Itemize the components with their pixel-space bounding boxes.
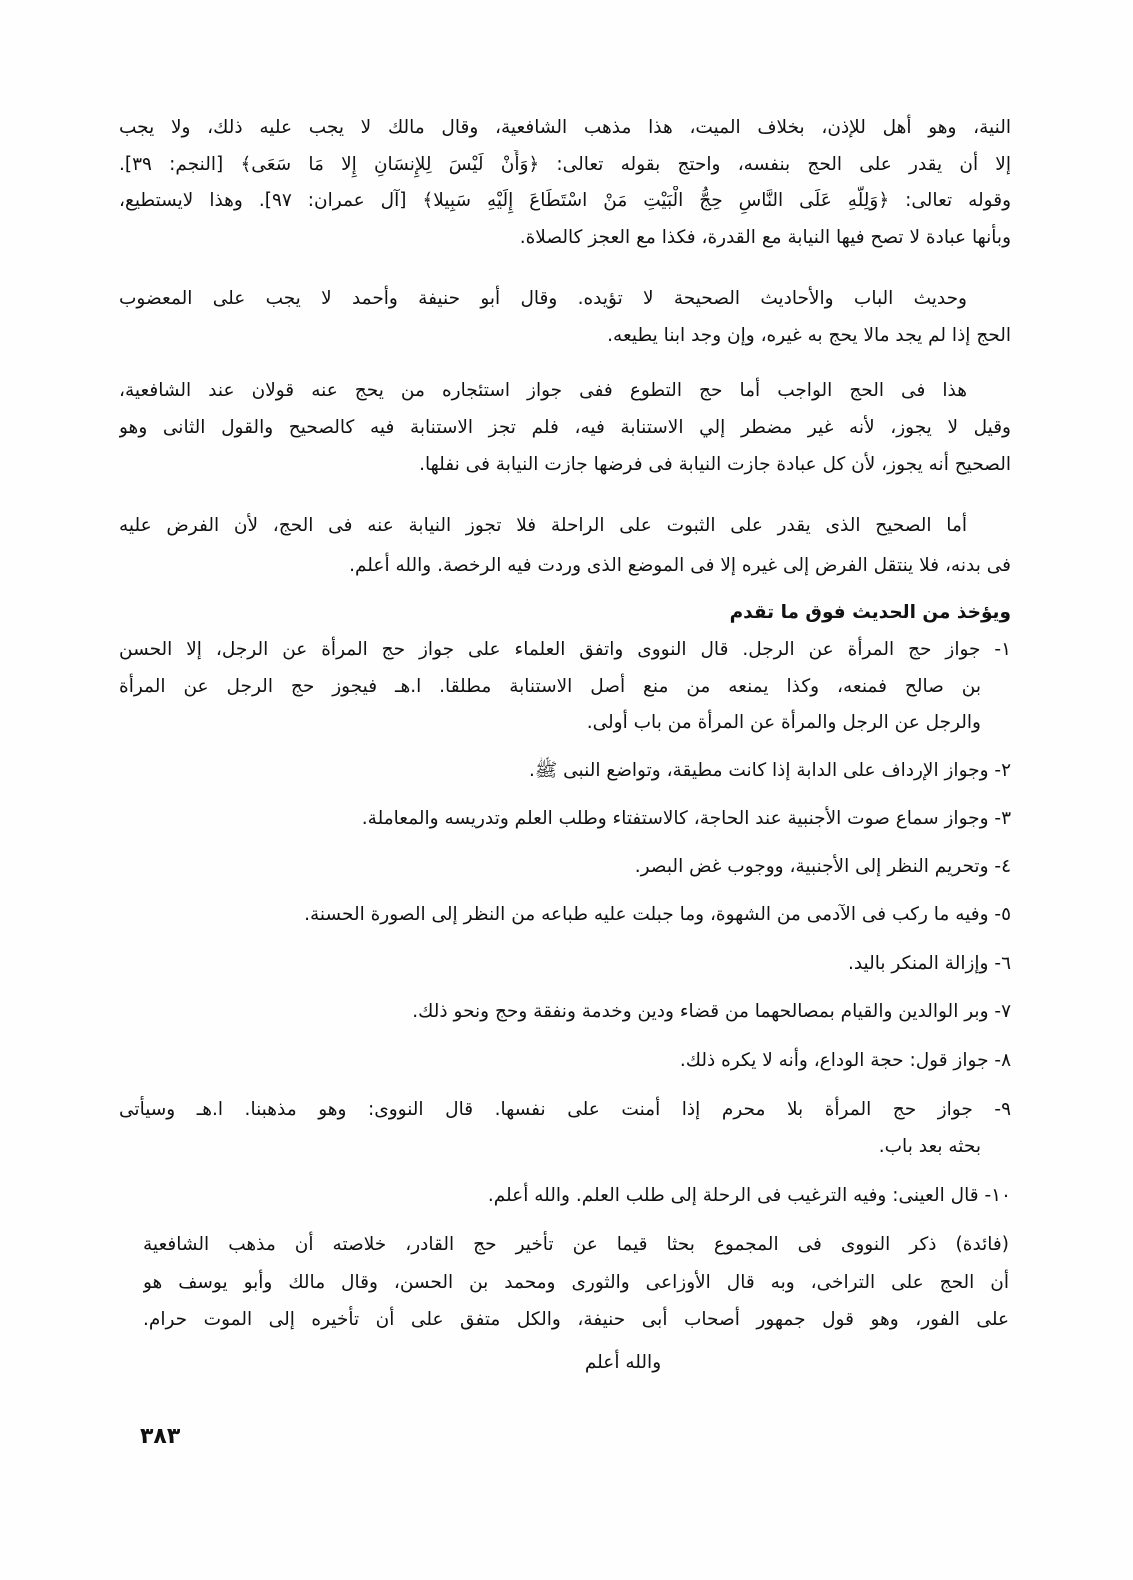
text-line: إلا أن يقدر على الحج بنفسه، واحتج بقوله تعالى: ﴿وَأَنْ لَيْسَ لِلإِنسَانِ إِلا مَا سَعَى﴾ [النجم: ٣٩]. xyxy=(119,154,1011,175)
list-item: ٨- جواز قول: حجة الوداع، وأنه لا يكره ذلك. xyxy=(679,1050,1011,1071)
list-item-cont: بحثه بعد باب. xyxy=(878,1136,981,1157)
text-line: فى بدنه، فلا ينتقل الفرض إلى غيره إلا فى الموضع الذى وردت فيه الرخصة. والله أعلم. xyxy=(349,555,1011,576)
list-item-cont: والرجل عن الرجل والمرأة عن المرأة من باب أولى. xyxy=(586,712,981,733)
list-item: ٢- وجواز الإرداف على الدابة إذا كانت مطيقة، وتواضع النبى ﷺ. xyxy=(529,760,1011,781)
list-item: ٦- وإزالة المنكر باليد. xyxy=(847,953,1011,974)
list-item: ٤- وتحريم النظر إلى الأجنبية، ووجوب غض البصر. xyxy=(634,856,1011,877)
list-item: ٥- وفيه ما ركب فى الآدمى من الشهوة، وما جبلت عليه طباعه من النظر إلى الصورة الحسنة. xyxy=(304,904,1011,925)
page-number: ٣٨٣ xyxy=(140,1424,181,1449)
list-item: ١٠- قال العينى: وفيه الترغيب فى الرحلة إلى طلب العلم. والله أعلم. xyxy=(487,1185,1011,1206)
list-item: ٣- وجواز سماع صوت الأجنبية عند الحاجة، كالاستفتاء وطلب العلم وتدريسه والمعاملة. xyxy=(361,808,1011,829)
text-line: النية، وهو أهل للإذن، بخلاف الميت، هذا مذهب الشافعية، وقال مالك لا يجب عليه ذلك، ولا يجب xyxy=(119,117,1011,138)
text-line: الحج إذا لم يجد مالا يحج به غيره، وإن وجد ابنا يطيعه. xyxy=(607,325,1011,346)
list-item: ٩- جواز حج المرأة بلا محرم إذا أمنت على نفسها. قال النووى: وهو مذهبنا. ا.هـ وسيأتى xyxy=(119,1099,1011,1120)
note-line: على الفور، وهو قول جمهور أصحاب أبى حنيفة، والكل متفق على أن تأخيره إلى الموت حرام. xyxy=(143,1309,1009,1330)
list-item-cont: بن صالح فمنعه، وكذا يمنعه من منع أصل الاستنابة مطلقا. ا.هـ فيجوز حج الرجل عن المرأة xyxy=(119,676,981,697)
text-line: وقوله تعالى: ﴿وَلِلَّهِ عَلَى النَّاسِ حِجُّ الْبَيْتِ مَنْ اسْتَطَاعَ إِلَيْهِ سَبِيلا﴾ [آل عمران: ٩٧]. وهذا لايستطيع، xyxy=(119,190,1011,211)
note-line: (فائدة) ذكر النووى فى المجموع بحثا قيما عن تأخير حج القادر، خلاصته أن مذهب الشافعية xyxy=(143,1234,1009,1255)
text-line: وبأنها عبادة لا تصح فيها النيابة مع القدرة، فكذا مع العجز كالصلاة. xyxy=(519,227,1011,248)
section-heading: ويؤخذ من الحديث فوق ما تقدم xyxy=(729,602,1011,623)
text-line: الصحيح أنه يجوز، لأن كل عبادة جازت النيابة فى فرضها جازت النيابة فى نفلها. xyxy=(419,454,1011,475)
text-line: أما الصحيح الذى يقدر على الثبوت على الراحلة فلا تجوز النيابة عنه فى الحج، لأن الفرض عليه xyxy=(119,515,967,536)
text-line: هذا فى الحج الواجب أما حج التطوع ففى جواز استئجاره من يحج عنه قولان عند الشافعية، xyxy=(119,380,967,401)
list-item: ٧- وبر الوالدين والقيام بمصالحهما من قضاء ودين وخدمة ونفقة وحج ونحو ذلك. xyxy=(412,1001,1011,1022)
text-line: وقيل لا يجوز، لأنه غير مضطر إلي الاستنابة فيه، فلم تجز الاستنابة فيه كالصحيح والقول الثانى وهو xyxy=(119,417,1011,438)
closing-line: والله أعلم xyxy=(584,1352,662,1373)
list-item: ١- جواز حج المرأة عن الرجل. قال النووى واتفق العلماء على جواز حج المرأة عن الرجل، إلا الحسن xyxy=(119,639,1011,660)
text-line: وحديث الباب والأحاديث الصحيحة لا تؤيده. وقال أبو حنيفة وأحمد لا يجب على المعضوب xyxy=(119,288,967,309)
note-line: أن الحج على التراخى، وبه قال الأوزاعى والثورى ومحمد بن الحسن، وقال مالك وأبو يوسف هو xyxy=(143,1272,1009,1293)
